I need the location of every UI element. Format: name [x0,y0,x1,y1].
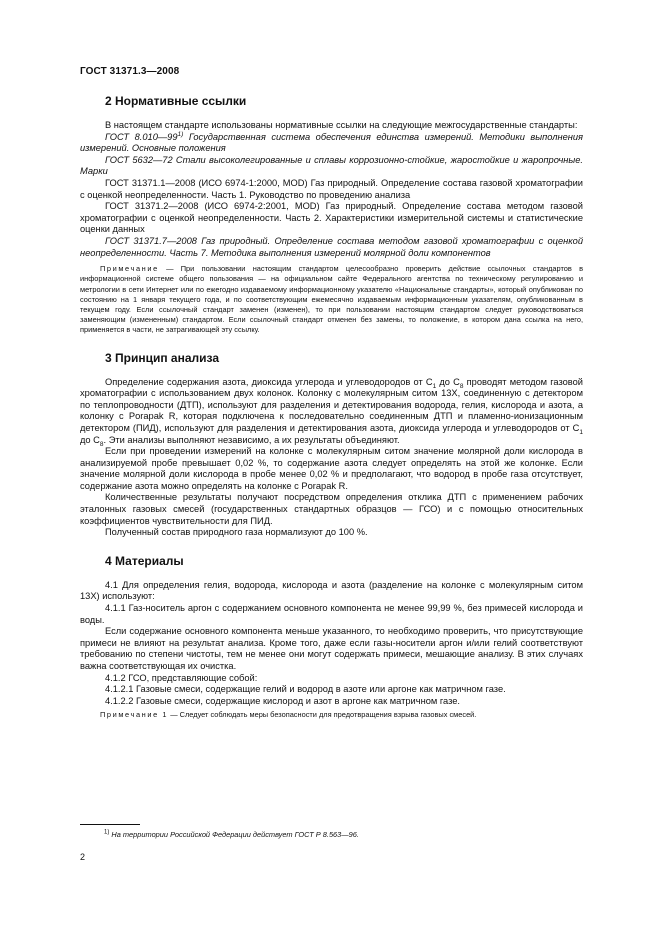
page-number: 2 [80,852,86,862]
running-header: ГОСТ 31371.3—2008 [80,66,180,77]
note-text: — При пользовании настоящим стандартом целесообразно проверить действие ссылочных стандартов в информационной системе общего пользования — на официальном сайте Федерального агентства по техническому регулированию и метрологии в сети Интернет или по ежегодно издаваемому информационному указателю «Национальные стандарты», который опубликован по состоянию на 1 января текущего года, и по соответствующим ежемесячно издаваемым информационным указателям, опубликованным в текущем году. Если ссылочный стандарт заменен (изменен), то при пользовании настоящим стандартом следует руководствоваться заменяющим (измененным) стандартом. Если ссылочный стандарт отменен без замены, то положение, в котором дана ссылка на него, применяется в части, не затрагивающей эту ссылку. [80,264,583,335]
s4-paragraph-4-1-2-1: 4.1.2.1 Газовые смеси, содержащие гелий и водород в азоте или аргоне как матричном газе. [105,684,506,695]
note-label: Примечание [100,264,159,274]
s4-paragraph-4-1-2-2: 4.1.2.2 Газовые смеси, содержащие кислород и азот в аргоне как матричном газе. [105,695,461,706]
subscript: 1 [579,428,583,436]
s2-ref-gost-31371-1: ГОСТ 31371.1—2008 (ИСО 6974-1:2000, MOD) Газ природный. Определение состава газовой хроматографии с оценкой неопределенности. Часть 1. Руководство по проведению анализа [80,177,583,200]
s2-ref-gost-8010 [80,132,583,155]
section-2-title: 2 Нормативные ссылки [105,94,247,108]
section-3-title: 3 Принцип анализа [105,350,219,365]
s4-paragraph-4-1-1: 4.1.1 Газ-носитель аргон с содержанием основного компонента не менее 99,99 %, без примесей кислорода и воды. [80,603,583,625]
subscript: 1 [432,382,437,390]
s3-paragraph-1 [80,377,583,447]
footnote-marker: 1) [177,130,184,138]
s2-note [80,264,583,335]
page-body [80,94,583,721]
note-text: — Следует соблюдать меры безопасности для предотвращения взрыва газовых смесей. [168,710,477,720]
s3-paragraph-3: Количественные результаты получают посредством определения отклика ДТП с применением рабочих эталонных газовых смесей (государственных стандартных образцов — ГСО) и с помощью относительных коэффициентов чувствительности для ПИД. [80,492,583,526]
s3-p1-text-b: до С [436,376,460,387]
s4-paragraph-4-1-2: 4.1.2 ГСО, представляющие собой: [105,672,258,683]
s3-paragraph-4: Полученный состав природного газа нормализуют до 100 %. [105,527,368,538]
ref-code: ГОСТ 8.010—99 [105,131,178,142]
subscript: 8 [459,382,464,390]
note-label: Примечание 1 [100,710,169,720]
s4-paragraph-impurities: Если содержание основного компонента меньше указанного, то необходимо проверить, что присутствующие примеси не влияют на результат анализа. Кроме того, даже если газы-носители аргон и/или гелий соответствуют требованию по степени чистоты, тем не менее они могут содержать примеси, мешающие анализу. В этих случаях важна соответствующая их очистка. [80,626,583,672]
subscript: 8 [99,440,104,448]
s2-ref-gost-5632: ГОСТ 5632—72 Стали высоколегированные и сплавы коррозионно-стойкие, жаростойкие и жаропрочные. Марки [80,154,583,177]
s3-p1-text-c: проводят методом газовой хроматографии с использованием двух колонок. Колонку с молекулярным ситом 13Х, соединенную с детектором по теплопроводности (ДТП), используют для разделения и детектирования водорода, гелия, кислорода и азота, а колонку с Porapak R, которая подключена к последовательно соединенным ДТП и пламенно-ионизационным детектором (ПИД), используют для разделения и детектирования азота, диоксида углерода и углеводородов от С [80,376,583,433]
s4-paragraph-4-1: 4.1 Для определения гелия, водорода, кислорода и азота (разделение на колонке с молекулярным ситом 13Х) используют: [80,579,583,602]
s3-p1-text-e: . Эти анализы выполняют независимо, а их результаты объединяют. [103,434,400,445]
section-4-title: 4 Материалы [105,553,184,568]
s2-ref-gost-31371-7: ГОСТ 31371.7—2008 Газ природный. Определение состава методом газовой хроматографии с оценкой неопределенности. Часть 7. Методика выполнения измерений молярной доли компонентов [80,235,583,258]
s3-p1-text-d: до С [80,434,100,445]
s3-paragraph-2: Если при проведении измерений на колонке с молекулярным ситом значение молярной доли кислорода в анализируемой пробе превышает 0,02 %, то содержание азота следует определять на этой же колонке. Если значение молярной доли кислорода в пробе менее 0,02 % и предполагают, что водород в пробе газа отсутствует, содержание азота можно определять на колонке с Porapak R. [80,446,583,491]
footnote-mark: 1) [104,829,110,836]
s2-ref-gost-31371-2: ГОСТ 31371.2—2008 (ИСО 6974-2:2001, MOD) Газ природный. Определение состава методом газовой хроматографии с оценкой неопределенности. Часть 2. Характеристики измерительной системы и статистические оценки данных [80,201,583,235]
s3-p1-text-a: Определение содержания азота, диоксида углерода и углеводородов от С [105,376,433,387]
s2-intro: В настоящем стандарте использованы нормативные ссылки на следующие межгосударственные стандарты: [105,120,578,130]
s4-note [80,710,583,720]
footnote [104,830,359,839]
ref-title: Государственная система обеспечения единства измерений. Методики выполнения измерений. Основные положения [80,131,583,154]
footnote-text: На территории Российской Федерации действует ГОСТ Р 8.563—96. [109,830,359,839]
footnote-separator [80,824,140,825]
